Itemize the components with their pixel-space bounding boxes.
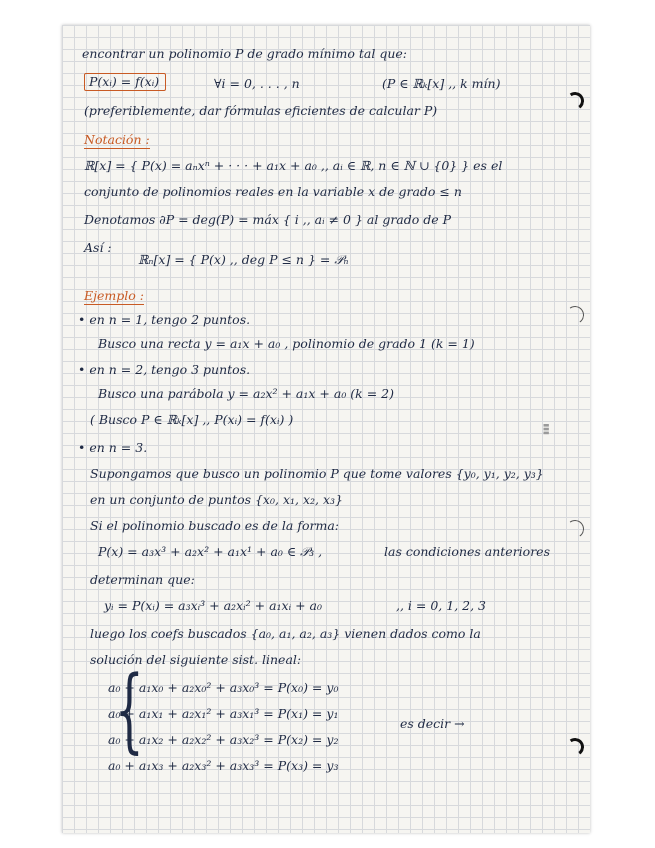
notebook-margin-mark: ▮▮▮ <box>541 423 550 435</box>
case-n3: • en n = 3. <box>78 440 148 455</box>
efficiency-note: (preferiblemente, dar fórmulas eficientes de calcular P) <box>84 103 438 118</box>
system-equation-3: a₀ + a₁x₃ + a₂x₃² + a₃x₃³ = P(x₃) = y₃ <box>108 758 339 773</box>
cubic-polynomial: P(x) = a₃x³ + a₂x² + a₁x¹ + a₀ ∈ 𝒫₃ , <box>98 544 323 559</box>
suppose-text: Supongamos que busco un polinomio P que tome valores {y₀, y₁, y₂, y₃} <box>90 466 544 481</box>
yi-equation: yᵢ = P(xᵢ) = a₃xᵢ³ + a₂xᵢ² + a₁xᵢ + a₀ <box>104 598 322 613</box>
system-equation-2: a₀ + a₁x₂ + a₂x₂² + a₃x₂³ = P(x₂) = y₂ <box>108 732 339 747</box>
intro-text: encontrar un polinomio P de grado mínimo tal que: <box>82 46 407 61</box>
polynomial-definition: ℝ[x] = { P(x) = aₙxⁿ + · · · + a₁x + a₀ ,, aᵢ ∈ ℝ, n ∈ ℕ ∪ {0} } es el <box>84 158 503 173</box>
case-n1-line: Busco una recta y = a₁x + a₀ , polinomio de grado 1 (k = 1) <box>98 336 475 351</box>
case-n2-note: ( Busco P ∈ ℝₖ[x] ,, P(xᵢ) = f(xᵢ) ) <box>90 412 294 427</box>
system-equation-1: a₀ + a₁x₁ + a₂x₁² + a₃x₁³ = P(x₁) = y₁ <box>108 706 339 721</box>
determine-text: determinan que: <box>90 572 195 587</box>
case-n1: • en n = 1, tengo 2 puntos. <box>78 312 251 327</box>
asi-label: Así : <box>84 240 112 255</box>
coefficients-text: luego los coefs buscados {a₀, a₁, a₂, a₃} vienen dados como la <box>90 626 481 641</box>
interpolation-condition <box>84 74 166 89</box>
condition-box: P(xᵢ) = f(xᵢ) <box>84 73 166 91</box>
case-n2: • en n = 2, tengo 3 puntos. <box>78 362 251 377</box>
example-label: Ejemplo : <box>84 288 144 303</box>
es-decir-text: es decir → <box>400 716 465 731</box>
degree-definition: Denotamos ∂P = deg(P) = máx { i ,, aᵢ ≠ 0 } al grado de P <box>84 212 452 227</box>
notation-label: Notación : <box>84 132 150 147</box>
system-equation-0: a₀ + a₁x₀ + a₂x₀² + a₃x₀³ = P(x₀) = y₀ <box>108 680 339 695</box>
degree-note: (P ∈ ℝₖ[x] ,, k mín) <box>382 76 501 91</box>
section-heading-example <box>84 288 144 303</box>
points-set: en un conjunto de puntos {x₀, x₁, x₂, x₃} <box>90 492 343 507</box>
index-values: ,, i = 0, 1, 2, 3 <box>396 598 486 613</box>
polynomial-definition-cont: conjunto de polinomios reales en la variable x de grado ≤ n <box>84 184 462 199</box>
case-n2-parabola: Busco una parábola y = a₂x² + a₁x + a₀ (k = 2) <box>98 386 395 401</box>
polynomial-form-intro: Si el polinomio buscado es de la forma: <box>90 518 339 533</box>
section-heading-notation <box>84 132 150 147</box>
conditions-text: las condiciones anteriores <box>384 544 550 559</box>
rn-definition: ℝₙ[x] = { P(x) ,, deg P ≤ n } = 𝒫ₙ <box>138 252 349 267</box>
linear-system-intro: solución del siguiente sist. lineal: <box>90 652 302 667</box>
index-range: ∀i = 0, . . . , n <box>214 76 300 91</box>
system-brace: { <box>114 656 144 763</box>
